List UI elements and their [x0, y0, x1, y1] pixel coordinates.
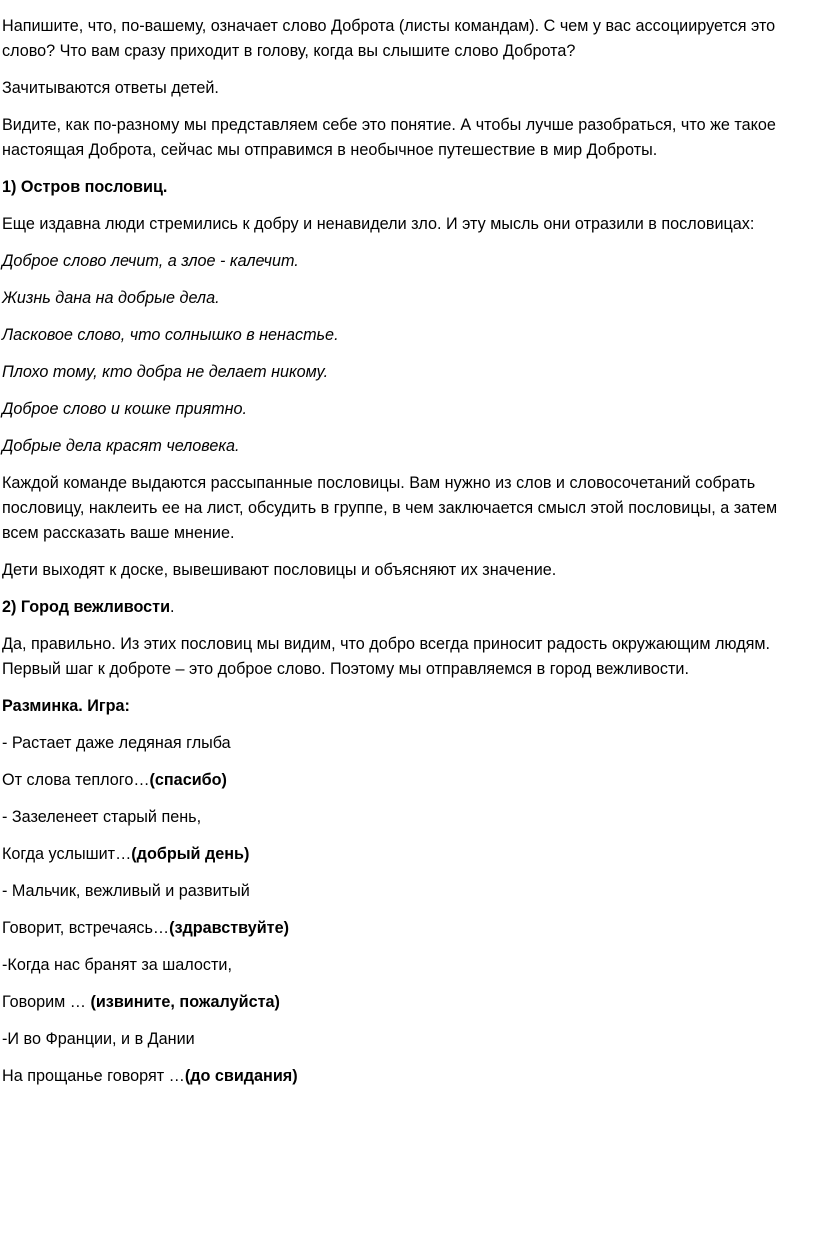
poem-line [2, 768, 806, 793]
poem-line: -И во Франции, и в Дании [2, 1030, 195, 1048]
poem-answer: (спасибо) [149, 771, 227, 789]
section2-heading-line [2, 595, 806, 620]
poem-line-text: Говорит, встречаясь… [2, 919, 170, 937]
journey-paragraph: Видите, как по-разному мы представляем себе это понятие. А чтобы лучше разобраться, что же такое настоящая Доброта, сейчас мы отправимся в необычное путешествие в мир Доброты. [2, 116, 776, 159]
children-action-note: Дети выходят к доске, вывешивают пословицы и объясняют их значение. [2, 561, 557, 579]
poem-answer: (здравствуйте) [169, 919, 289, 937]
section1-heading: 1) Остров пословиц. [2, 178, 168, 196]
proverb-item: Доброе слово лечит, а злое - калечит. [2, 252, 299, 270]
poem-line-text: На прощанье говорят … [2, 1067, 185, 1085]
poem-line: - Растает даже ледяная глыба [2, 734, 231, 752]
poem-line: - Зазеленеет старый пень, [2, 808, 202, 826]
poem-answer: (добрый день) [131, 845, 250, 863]
proverb-item: Добрые дела красят человека. [2, 437, 240, 455]
poem-line-text: Когда услышит… [2, 845, 132, 863]
proverb-item: Плохо тому, кто добра не делает никому. [2, 363, 329, 381]
team-task-paragraph: Каждой команде выдаются рассыпанные пословицы. Вам нужно из слов и словосочетаний собрать пословицу, наклеить ее на лист, обсудить в группе, в чем заключается смысл этой пословицы, а затем всем рассказать ваше мнение. [2, 474, 778, 542]
proverb-item: Ласковое слово, что солнышко в ненастье. [2, 326, 339, 344]
poem-line: - Мальчик, вежливый и развитый [2, 882, 250, 900]
section2-heading-dot: . [170, 598, 175, 616]
poem-line [2, 842, 806, 867]
poem-answer: (извините, пожалуйста) [90, 993, 280, 1011]
poem-line: -Когда нас бранят за шалости, [2, 956, 232, 974]
proverb-item: Доброе слово и кошке приятно. [2, 400, 248, 418]
poem-line-text: От слова теплого… [2, 771, 150, 789]
section2-heading: 2) Город вежливости [2, 598, 171, 616]
answers-read-note: Зачитываются ответы детей. [2, 79, 219, 97]
poem-answer: (до свидания) [184, 1067, 298, 1085]
section1-intro: Еще издавна люди стремились к добру и ненавидели зло. И эту мысль они отразили в пословицах: [2, 215, 755, 233]
section2-intro: Да, правильно. Из этих пословиц мы видим, что добро всегда приносит радость окружающим людям. Первый шаг к доброте – это доброе слово. Поэтому мы отправляемся в город вежливости. [2, 635, 771, 678]
proverb-item: Жизнь дана на добрые дела. [2, 289, 220, 307]
intro-paragraph: Напишите, что, по-вашему, означает слово Доброта (листы командам). С чем у вас ассоциируется это слово? Что вам сразу приходит в голову, когда вы слышите слово Доброта? [2, 17, 776, 60]
poem-line [2, 1064, 806, 1089]
poem-line [2, 916, 806, 941]
poem-line-text: Говорим … [2, 993, 91, 1011]
poem-line [2, 990, 806, 1015]
warmup-heading: Разминка. Игра: [2, 697, 130, 715]
